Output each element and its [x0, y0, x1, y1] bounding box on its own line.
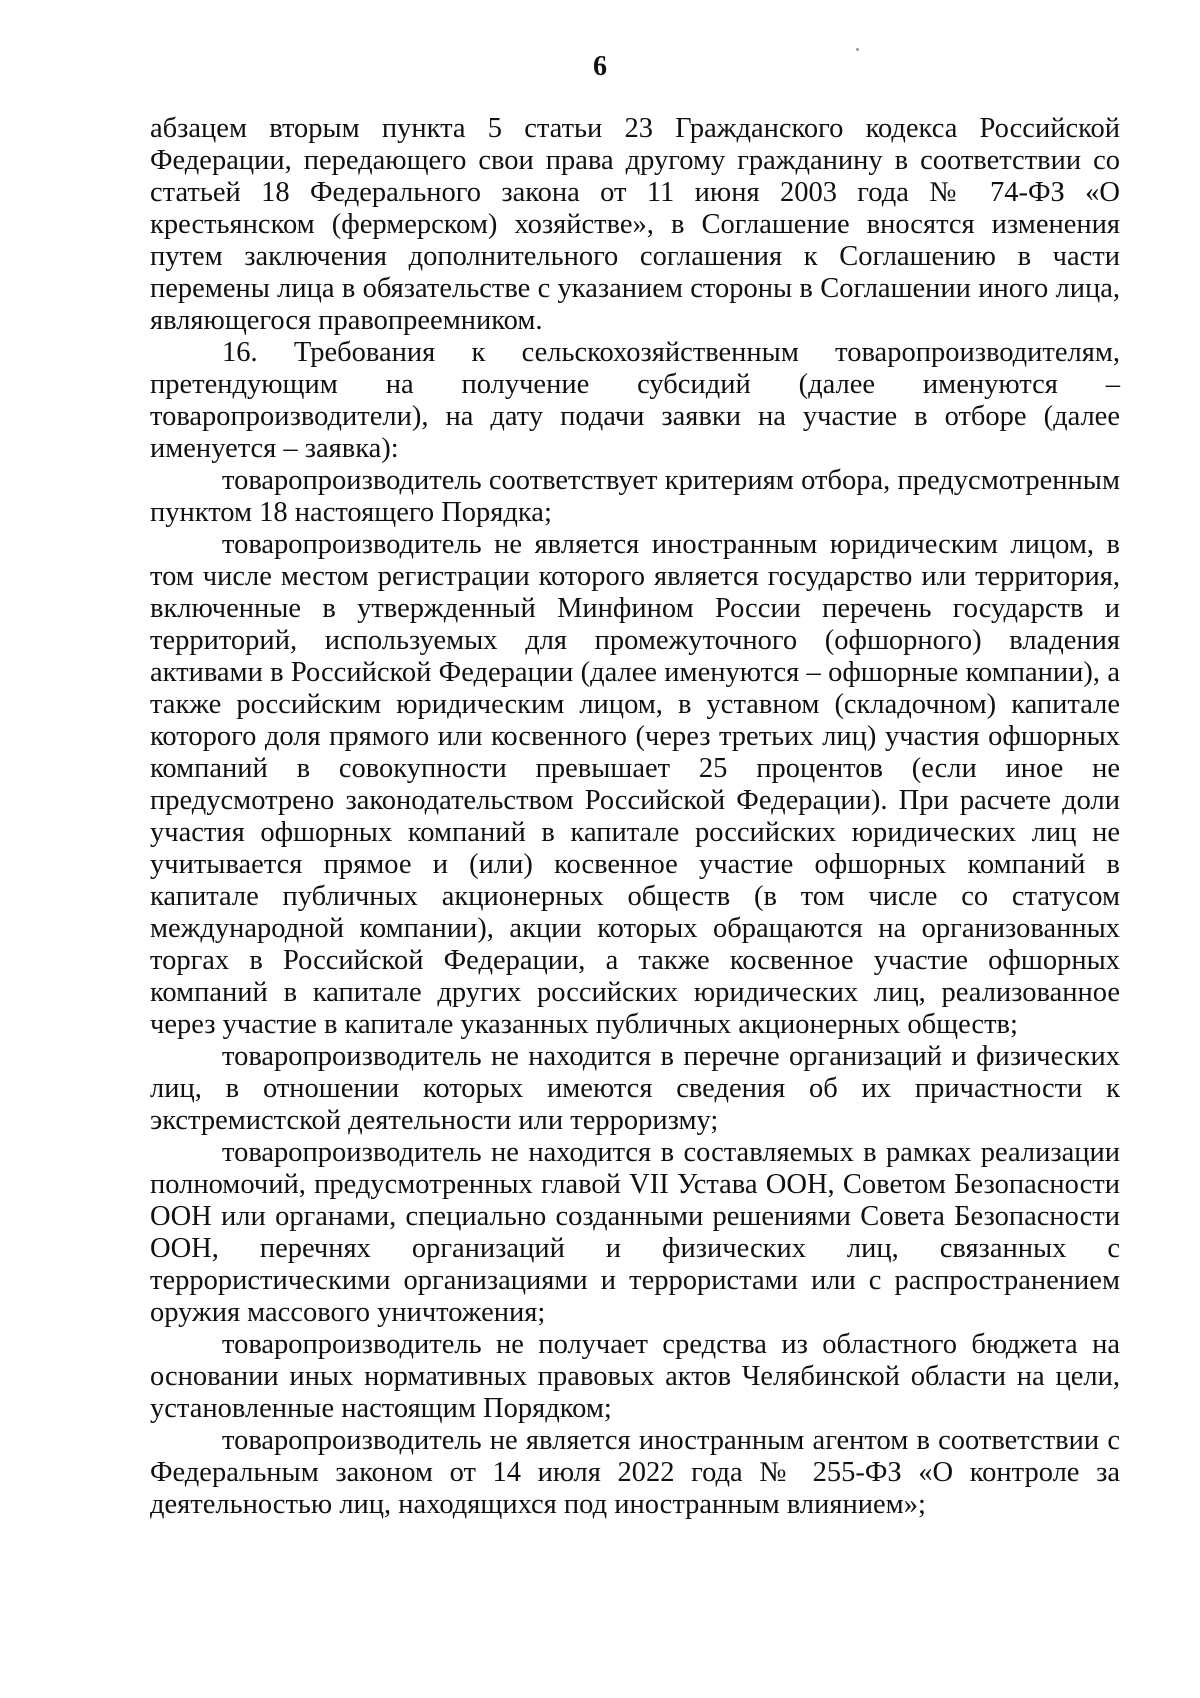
- paragraph-offshore: товаропроизводитель не является иностранным юридическим лицом, в том числе местом регистрации которого является государство или территория, включенные в утвержденный Минфином России перечень государств и территорий, используемых для промежуточного (офшорного) владения активами в Российской Федерации (далее именуются – офшорные компании), а также российским юридическим лицом, в уставном (складочном) капитале которого доля прямого или косвенного (через третьих лиц) участия офшорных компаний в совокупности превышает 25 процентов (если иное не предусмотрено законодательством Российской Федерации). При расчете доли участия офшорных компаний в капитале российских юридических лиц не учитывается прямое и (или) косвенное участие офшорных компаний в капитале публичных акционерных обществ (в том числе со статусом международной компании), акции которых обращаются на организованных торгах в Российской Федерации, а также косвенное участие офшорных компаний в капитале других российских юридических лиц, реализованное через участие в капитале указанных публичных акционерных обществ;: [150, 529, 1120, 1040]
- body-text: [150, 113, 1120, 1521]
- paragraph-foreign-agent: товаропроизводитель не является иностранным агентом в соответствии с Федеральным законом от 14 июля 2022 года № 255-ФЗ «О контроле за деятельностью лиц, находящихся под иностранным влиянием»;: [150, 1425, 1120, 1520]
- paragraph-regional-budget: товаропроизводитель не получает средства из областного бюджета на основании иных нормативных правовых актов Челябинской области на цели, установленные настоящим Порядком;: [150, 1329, 1120, 1424]
- paragraph-criteria: товаропроизводитель соответствует критериям отбора, предусмотренным пунктом 18 настоящего Порядка;: [150, 465, 1120, 528]
- paragraph-item-16: 16. Требования к сельскохозяйственным товаропроизводителям, претендующим на получение субсидий (далее именуются – товаропроизводители), на дату подачи заявки на участие в отборе (далее именуется – заявка):: [150, 337, 1120, 464]
- scan-speck: [856, 48, 859, 51]
- paragraph-un-lists: товаропроизводитель не находится в составляемых в рамках реализации полномочий, предусмотренных главой VII Устава ООН, Советом Безопасности ООН или органами, специально созданными решениями Совета Безопасности ООН, перечнях организаций и физических лиц, связанных с террористическими организациями и террористами или с распространением оружия массового уничтожения;: [150, 1137, 1120, 1328]
- page-number: 6: [593, 51, 607, 82]
- paragraph-continuation: абзацем вторым пункта 5 статьи 23 Гражданского кодекса Российской Федерации, передающего свои права другому гражданину в соответствии со статьей 18 Федерального закона от 11 июня 2003 года № 74-ФЗ «О крестьянском (фермерском) хозяйстве», в Соглашение вносятся изменения путем заключения дополнительного соглашения к Соглашению в части перемены лица в обязательстве с указанием стороны в Соглашении иного лица, являющегося правопреемником.: [150, 113, 1120, 336]
- paragraph-extremism: товаропроизводитель не находится в перечне организаций и физических лиц, в отношении которых имеются сведения об их причастности к экстремистской деятельности или терроризму;: [150, 1041, 1120, 1136]
